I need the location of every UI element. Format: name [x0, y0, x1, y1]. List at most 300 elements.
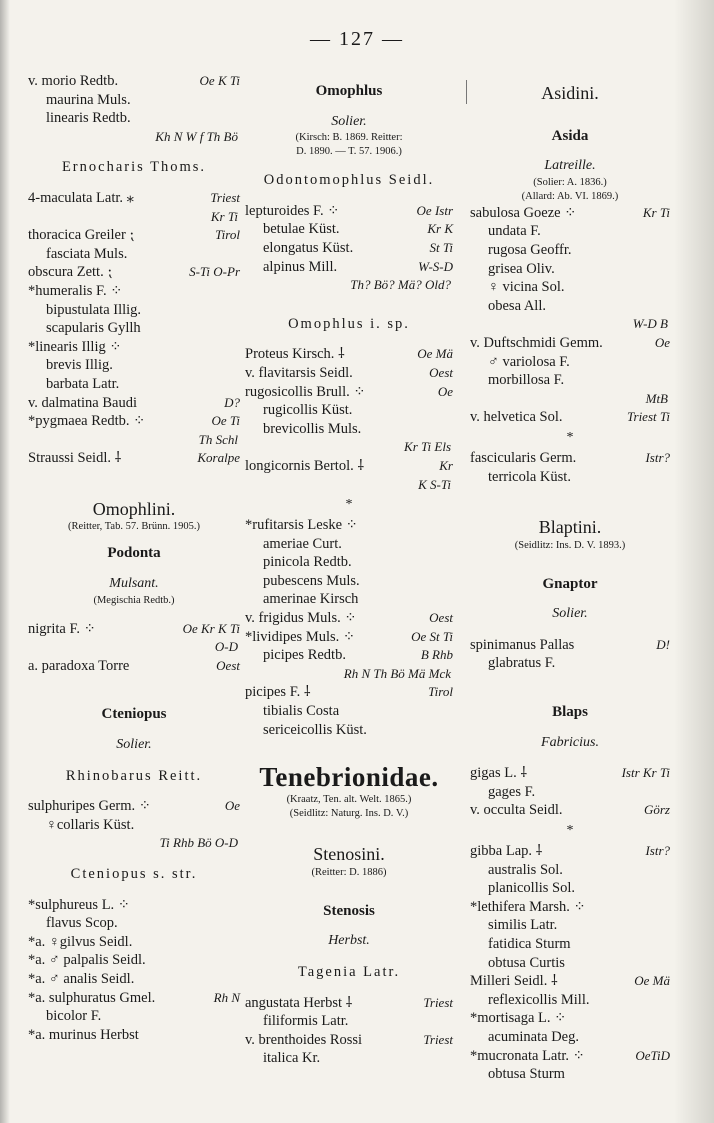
distribution-region	[449, 420, 453, 439]
species-name: rugicollis Küst.	[263, 402, 353, 419]
distribution-region	[666, 991, 670, 1010]
spacer	[245, 951, 453, 963]
species-name: *a. sulphuratus Gmel.	[28, 989, 156, 1006]
species-entry	[245, 553, 453, 572]
species-entry	[470, 879, 670, 898]
species-entry	[470, 334, 670, 353]
author-name: Solier.	[331, 113, 367, 129]
species-name: similis Latr.	[488, 917, 558, 934]
distribution-region: Rh N	[213, 989, 240, 1005]
species-entry	[470, 935, 670, 954]
subgenus-heading: Odontomophlus Seidl.	[263, 172, 435, 189]
distribution-continuation: K S-Ti	[418, 476, 451, 492]
spacer	[245, 821, 453, 833]
species-entry	[28, 970, 240, 989]
species-name: sulphuripes Germ. ⁘	[28, 798, 151, 815]
distribution-region: Oe Ti	[211, 413, 240, 429]
species-name: *a. ♂ palpalis Seidl.	[28, 952, 146, 969]
species-name: ameriae Curt.	[263, 535, 342, 552]
species-entry	[245, 994, 453, 1013]
species-name: v. flavitarsis Seidl.	[245, 364, 353, 381]
distribution-region	[666, 241, 670, 260]
distribution-region: Tirol	[215, 227, 240, 243]
species-name: undata F.	[488, 223, 541, 240]
distribution-region: B Rhb	[420, 647, 453, 663]
species-name: fatidica Sturm	[488, 936, 571, 952]
species-entry	[245, 364, 453, 383]
species-entry	[470, 972, 670, 991]
distribution-region	[236, 816, 240, 835]
distribution-region	[236, 282, 240, 301]
species-name: Proteus Kirsch. ⸸	[245, 346, 345, 363]
species-name: Milleri Seidl. ⸸	[470, 973, 558, 990]
tribe-heading: Stenosini.	[313, 844, 385, 865]
species-name: nigrita F. ⁘	[28, 620, 96, 637]
distribution-region	[666, 879, 670, 898]
distribution-region: Oe Mä	[634, 973, 670, 989]
spacer	[470, 673, 670, 693]
species-name: gages F.	[488, 783, 536, 800]
species-name: v. frigidus Muls. ⁘	[245, 610, 357, 627]
genus-heading: Podonta	[107, 545, 161, 562]
species-name: v. Duftschmidi Gemm.	[470, 334, 603, 351]
species-name: grisea Oliv.	[488, 260, 555, 277]
species-entry	[470, 1065, 670, 1084]
species-name: *mortisaga L. ⁘	[470, 1010, 567, 1027]
species-entry	[28, 319, 240, 338]
species-entry	[470, 898, 670, 917]
genus-heading: Cteniopus	[101, 706, 167, 723]
species-name: brevis Illig.	[46, 357, 113, 374]
species-entry	[28, 245, 240, 264]
distribution-region	[666, 1028, 670, 1047]
distribution-continuation: Kh N W f Th Bö	[155, 128, 238, 144]
species-entry	[470, 916, 670, 935]
distribution-region: St Ti	[429, 239, 453, 255]
spacer	[470, 593, 670, 605]
spacer	[28, 146, 240, 158]
spacer	[245, 333, 453, 345]
species-entry	[470, 353, 670, 372]
spacer	[245, 190, 453, 202]
species-entry	[28, 338, 240, 357]
distribution-region	[449, 702, 453, 721]
species-entry	[470, 636, 670, 655]
species-entry	[28, 449, 240, 468]
distribution-region: Kr K	[427, 221, 453, 237]
species-entry	[470, 222, 670, 241]
species-entry	[245, 535, 453, 554]
species-entry	[470, 842, 670, 861]
species-name: brevicollis Muls.	[263, 420, 362, 437]
distribution-region: Oest	[216, 657, 240, 673]
species-name: maurina Muls.	[46, 91, 131, 108]
species-entry	[245, 1049, 453, 1068]
species-entry	[245, 345, 453, 364]
distribution-continuation: Th? Bö? Mä? Old?	[350, 277, 451, 293]
spacer	[28, 468, 240, 488]
species-name: ♂ variolosa F.	[488, 353, 570, 370]
distribution-region	[666, 954, 670, 973]
distribution-region: Tirol	[428, 684, 453, 700]
species-name: acuminata Deg.	[488, 1028, 579, 1045]
species-entry	[28, 226, 240, 245]
family-heading: Tenebrionidae.	[259, 762, 439, 793]
distribution-region	[449, 401, 453, 420]
distribution-region: Triest	[210, 189, 240, 205]
species-name: lepturoides F. ⁘	[245, 202, 340, 219]
species-name: barbata Latr.	[46, 375, 120, 392]
distribution-region	[666, 1009, 670, 1028]
species-entry	[245, 572, 453, 591]
distribution-region: Oe	[654, 334, 670, 350]
page-number: — 127 —	[310, 28, 404, 50]
species-entry	[245, 239, 453, 258]
species-name: v. morio Redtb.	[28, 73, 119, 89]
species-name: picipes Redtb.	[263, 647, 346, 664]
distribution-region	[236, 338, 240, 357]
distribution-region	[666, 654, 670, 673]
distribution-region	[666, 783, 670, 802]
species-name: *lethifera Marsh. ⁘	[470, 898, 586, 915]
species-name: Straussi Seidl. ⸸	[28, 450, 122, 467]
distribution-region	[236, 896, 240, 915]
species-entry	[28, 356, 240, 375]
distribution-region	[236, 109, 240, 128]
species-entry	[245, 1012, 453, 1031]
species-name: longicornis Bertol. ⸸	[245, 457, 365, 474]
reference-note: (Kirsch: B. 1869. Reitter:	[295, 132, 403, 144]
distribution-region	[236, 1007, 240, 1026]
tribe-heading: Blaptini.	[538, 517, 602, 538]
species-entry	[470, 801, 670, 820]
species-name: obtusa Sturm	[488, 1066, 565, 1083]
species-name: bicolor F.	[46, 1008, 102, 1025]
distribution-region: Görz	[643, 802, 670, 818]
species-entry	[28, 189, 240, 208]
species-name: thoracica Greiler ⁏	[28, 227, 135, 244]
species-entry	[28, 109, 240, 128]
species-entry	[245, 721, 453, 740]
species-entry	[470, 278, 670, 297]
species-entry	[470, 449, 670, 468]
species-name: *sulphureus L. ⁘	[28, 896, 130, 913]
species-entry	[245, 401, 453, 420]
genus-heading: Stenosis	[323, 902, 375, 919]
spacer	[28, 724, 240, 736]
spacer	[245, 295, 453, 315]
spacer	[28, 785, 240, 797]
species-name: scapularis Gyllh	[46, 320, 141, 337]
distribution-region	[449, 1049, 453, 1068]
species-entry	[28, 914, 240, 933]
subgenus-heading: Rhinobarus Reitt.	[65, 767, 203, 784]
distribution-region: Oest	[429, 610, 453, 626]
species-entry	[470, 297, 670, 316]
spacer	[245, 159, 453, 171]
species-entry	[470, 954, 670, 973]
distribution-region	[666, 353, 670, 372]
distribution-region	[449, 572, 453, 591]
species-entry	[245, 683, 453, 702]
author-name: Fabricius.	[541, 734, 599, 750]
distribution-region: Triest	[423, 994, 453, 1010]
spacer	[245, 982, 453, 994]
species-name: v. occulta Seidl.	[470, 802, 563, 819]
distribution-region	[666, 260, 670, 279]
distribution-region: Oe St Ti	[411, 628, 453, 644]
spacer	[28, 177, 240, 189]
spacer	[28, 563, 240, 575]
distribution-region: S-Ti O-Pr	[189, 264, 240, 280]
species-name: rugosicollis Brull. ⁘	[245, 383, 366, 400]
species-name: sericeicollis Küst.	[263, 721, 367, 738]
reference-note: (Kraatz, Ten. alt. Welt. 1865.)	[286, 794, 412, 806]
reference-note: (Seidlitz: Ins. D. V. 1893.)	[514, 539, 626, 551]
reference-note: (Allard: Ab. VI. 1869.)	[521, 190, 619, 202]
distribution-region	[449, 553, 453, 572]
species-name: gibba Lap. ⸸	[470, 843, 543, 860]
separator-asterisk: *	[566, 429, 574, 445]
distribution-region	[449, 516, 453, 535]
column-right	[470, 72, 670, 1084]
distribution-region	[236, 91, 240, 110]
spacer	[245, 920, 453, 932]
species-entry	[245, 420, 453, 439]
species-name: *a. ♂ analis Seidl.	[28, 970, 135, 987]
spacer	[470, 624, 670, 636]
species-entry	[28, 375, 240, 394]
distribution-region: Oe Istr	[416, 202, 453, 218]
species-entry	[245, 628, 453, 647]
species-name: alpinus Mill.	[263, 258, 338, 275]
species-entry	[28, 412, 240, 431]
genus-heading: Asida	[551, 127, 589, 144]
species-entry	[470, 408, 670, 427]
species-name: *rufitarsis Leske ⁘	[245, 517, 358, 534]
distribution-region	[666, 371, 670, 390]
species-entry	[470, 468, 670, 487]
species-name: angustata Herbst ⸸	[245, 994, 353, 1011]
species-entry	[470, 1009, 670, 1028]
species-name: planicollis Sol.	[488, 880, 575, 897]
separator-asterisk: *	[345, 497, 353, 513]
spacer	[470, 553, 670, 565]
distribution-region: Oe	[224, 798, 240, 814]
species-entry	[470, 241, 670, 260]
reference-note: (Solier: A. 1836.)	[533, 176, 607, 188]
distribution-region	[236, 914, 240, 933]
species-entry	[470, 764, 670, 783]
distribution-region: W-S-D	[418, 258, 453, 274]
species-name: pubescens Muls.	[263, 572, 360, 589]
distribution-region	[666, 222, 670, 241]
distribution-region	[666, 278, 670, 297]
species-name: obtusa Curtis	[488, 954, 565, 971]
species-entry	[28, 989, 240, 1008]
distribution-region: Oe Kr K Ti	[182, 620, 240, 636]
spacer	[28, 608, 240, 620]
distribution-region	[666, 861, 670, 880]
distribution-region	[236, 970, 240, 989]
reference-note: D. 1890. — T. 57. 1906.)	[296, 146, 402, 158]
subgenus-heading: Cteniopus s. str.	[70, 866, 198, 882]
page-edge-shadow-right	[674, 0, 714, 1123]
species-name: picipes F. ⸸	[245, 684, 311, 701]
distribution-region: Triest Ti	[627, 409, 670, 425]
species-entry	[28, 816, 240, 835]
genus-heading: Blaps	[552, 704, 588, 721]
reference-note: (Megischia Redtb.)	[93, 594, 175, 606]
species-name: ♀collaris Küst.	[46, 816, 135, 833]
subgenus-heading: Omophlus i. sp.	[288, 315, 410, 332]
species-entry	[28, 933, 240, 952]
author-name: Solier.	[552, 606, 588, 622]
species-entry	[245, 383, 453, 402]
distribution-region	[666, 916, 670, 935]
column-divider	[466, 80, 467, 104]
distribution-region: Oest	[429, 364, 453, 380]
species-entry	[28, 1026, 240, 1045]
distribution-region	[449, 535, 453, 554]
spacer	[470, 722, 670, 734]
spacer	[28, 853, 240, 865]
species-entry	[470, 861, 670, 880]
author-name: Mulsant.	[109, 576, 159, 592]
species-name: betulae Küst.	[263, 221, 340, 238]
species-entry	[28, 797, 240, 816]
species-entry	[245, 702, 453, 721]
species-entry	[245, 609, 453, 628]
species-entry	[28, 657, 240, 676]
author-name: Herbst.	[328, 933, 370, 949]
spacer	[28, 884, 240, 896]
distribution-region: Triest	[423, 1031, 453, 1047]
species-entry	[470, 1047, 670, 1066]
species-name: a. paradoxa Torre	[28, 657, 130, 674]
species-entry	[245, 1031, 453, 1050]
species-name: morbillosa F.	[488, 372, 565, 389]
genus-heading: Gnaptor	[542, 575, 598, 592]
distribution-region	[666, 468, 670, 487]
species-entry	[470, 260, 670, 279]
species-name: v. dalmatina Baudi	[28, 394, 137, 411]
distribution-region: Istr?	[645, 449, 670, 465]
species-name: gigas L. ⸸	[470, 765, 528, 782]
species-entry	[28, 263, 240, 282]
species-entry	[245, 516, 453, 535]
species-entry	[245, 457, 453, 476]
species-name: *a. ♀gilvus Seidl.	[28, 933, 133, 950]
author-name: Latreille.	[544, 158, 596, 174]
subgenus-heading: Tagenia Latr.	[297, 964, 401, 980]
species-name: terricola Küst.	[488, 468, 571, 485]
species-entry	[28, 91, 240, 110]
tribe-heading: Asidini.	[541, 83, 599, 103]
species-name: flavus Scop.	[46, 915, 118, 932]
distribution-region	[236, 375, 240, 394]
species-entry	[245, 220, 453, 239]
distribution-continuation: W-D B	[632, 316, 668, 332]
distribution-region	[449, 721, 453, 740]
distribution-region	[236, 1026, 240, 1045]
distribution-region: Koralpe	[197, 450, 240, 466]
species-name: *mucronata Latr. ⁘	[470, 1047, 585, 1064]
species-name: *lividipes Muls. ⁘	[245, 628, 356, 645]
distribution-region	[449, 590, 453, 609]
column-middle	[245, 72, 453, 1068]
distribution-region	[236, 933, 240, 952]
species-entry	[245, 590, 453, 609]
distribution-region: Kr Ti	[642, 204, 670, 220]
reference-note: (Reitter: D. 1886)	[311, 866, 387, 878]
distribution-region: Kr	[439, 457, 453, 473]
species-name: fasciata Muls.	[46, 245, 128, 262]
species-name: ♀ vicina Sol.	[488, 279, 565, 296]
species-name: sabulosa Goeze ⁘	[470, 204, 577, 221]
author-name: Solier.	[116, 737, 152, 753]
species-name: obscura Zett. ⁏	[28, 264, 113, 281]
species-entry	[470, 991, 670, 1010]
distribution-region: Oe K Ti	[199, 73, 240, 88]
species-entry	[28, 620, 240, 639]
species-name: elongatus Küst.	[263, 239, 354, 256]
species-entry	[470, 1028, 670, 1047]
spacer	[470, 752, 670, 764]
spacer	[28, 755, 240, 767]
species-entry	[470, 371, 670, 390]
species-entry	[245, 202, 453, 221]
distribution-region	[236, 301, 240, 320]
spacer	[245, 880, 453, 892]
subgenus-heading: Ernocharis Thoms.	[61, 159, 207, 176]
species-name: pinicola Redtb.	[263, 554, 352, 571]
species-entry	[245, 258, 453, 277]
species-name: australis Sol.	[488, 861, 563, 878]
species-entry	[28, 282, 240, 301]
distribution-continuation: MtB	[645, 390, 668, 406]
distribution-continuation: Kr Ti	[210, 208, 238, 224]
distribution-region	[666, 297, 670, 316]
species-entry	[28, 394, 240, 413]
spacer	[470, 105, 670, 117]
distribution-continuation: Ti Rhb Bö O-D	[159, 835, 238, 851]
tribe-heading: Omophlini.	[92, 498, 176, 519]
spacer	[245, 101, 453, 113]
distribution-region: D!	[656, 636, 670, 652]
species-entry	[28, 1007, 240, 1026]
distribution-region: D?	[224, 394, 240, 410]
genus-heading: Omophlus	[315, 83, 383, 99]
species-name: *a. murinus Herbst	[28, 1026, 139, 1043]
species-name: 4-maculata Latr. ⁎	[28, 189, 134, 206]
species-name: tibialis Costa	[263, 703, 340, 720]
species-name: obesa All.	[488, 297, 546, 314]
species-entry	[28, 72, 240, 91]
distribution-region	[666, 935, 670, 954]
species-name: glabratus F.	[488, 655, 556, 672]
species-name: reflexicollis Mill.	[488, 991, 590, 1008]
species-name: filiformis Latr.	[263, 1013, 349, 1030]
distribution-region: OeTiD	[635, 1047, 670, 1063]
species-name: italica Kr.	[263, 1050, 321, 1067]
species-name: *pygmaea Redtb. ⁘	[28, 413, 146, 430]
species-entry	[470, 654, 670, 673]
separator-asterisk: *	[566, 823, 574, 839]
distribution-region	[236, 951, 240, 970]
page-edge-shadow	[0, 0, 10, 1123]
species-entry	[245, 646, 453, 665]
